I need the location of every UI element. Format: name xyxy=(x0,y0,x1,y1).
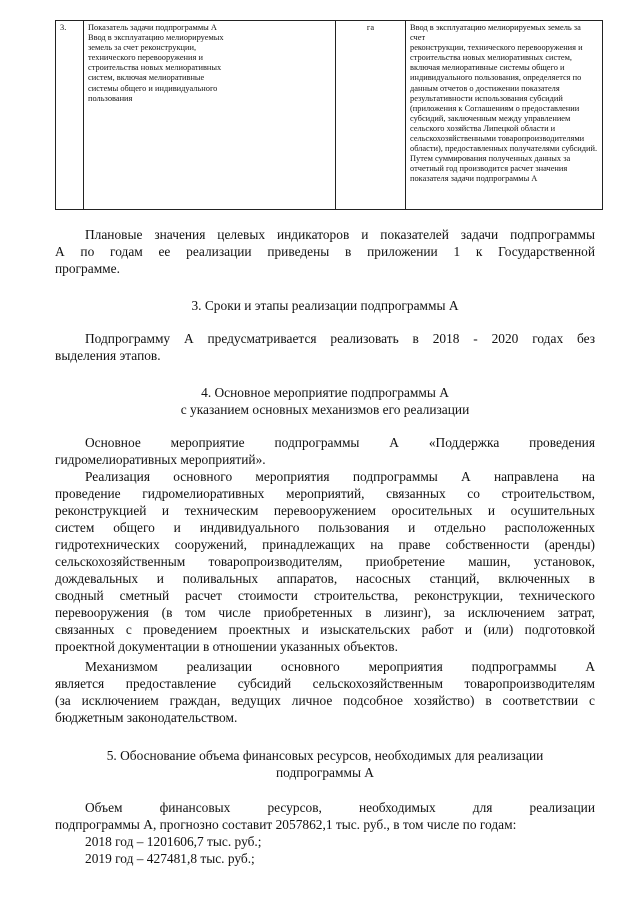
section-heading-4 xyxy=(55,384,595,418)
table-cell-unit xyxy=(336,21,406,209)
paragraph-financing xyxy=(55,799,595,833)
paragraph-implementation xyxy=(55,468,595,655)
text-line: бюджетным законодательством. xyxy=(55,710,238,725)
heading-line: с указанием основных механизмов его реализации xyxy=(180,402,470,417)
paragraph-mechanism xyxy=(55,658,595,726)
year-amount-2019: 2019 год – 427481,8 тыс. руб.; xyxy=(85,851,255,866)
text-line: перевооружения (в том числе приобретенных в лизинг), за исключением затрат, xyxy=(55,605,595,620)
text-line: систем общего и индивидуального пользования и отдельно расположенных xyxy=(55,520,595,535)
text-line: выделения этапов. xyxy=(55,348,161,363)
text-line: гидротехнических сооружений, принадлежащих на праве собственности (аренды) xyxy=(55,537,595,552)
calculation-method: Ввод в эксплуатацию мелиорируемых земель за счет реконструкции, технического перевооружения и строительства новых мелиоративных систем, включая мелиоративные системы общего и индивидуального пользования, определяется по данным отчетов о достижении показателя результативности использования субсидий (приложения к Соглашениям о предоставлении субсидий, заключенным между управлением сельского хозяйства Липецкой области и сельскохозяйственными товаропроизводителями области), предоставленных получателями субсидий. Путем суммирования полученных данных за отчетный год производится расчет значения показателя задачи подпрограммы А xyxy=(410,23,598,184)
financing-by-year-list xyxy=(55,833,595,867)
text-line: подпрограммы А, прогнозно составит 2057862,1 тыс. руб., в том числе по годам: xyxy=(55,817,517,832)
text-line: проектной документации в отношении указанных объектов. xyxy=(55,639,398,654)
row-number: 3. xyxy=(60,23,67,32)
section-heading-3 xyxy=(55,297,595,314)
text-line: Механизмом реализации основного мероприятия подпрограммы А xyxy=(85,659,595,674)
indicator-table xyxy=(55,20,603,210)
text-line: Основное мероприятие подпрограммы А «Поддержка проведения xyxy=(85,435,595,450)
text-line: является предоставление субсидий сельскохозяйственным товаропроизводителям xyxy=(55,676,595,691)
text-line: проведение гидромелиоративных мероприятий, связанных со строительством, xyxy=(55,486,595,501)
heading-line: 5. Обоснование объема финансовых ресурсов, необходимых для реализации xyxy=(106,748,544,763)
indicator-name: Показатель задачи подпрограммы А Ввод в эксплуатацию мелиорируемых земель за счет реконструкции, технического перевооружения и строительства новых мелиоративных систем, включая мелиоративные системы общего и индивидуального пользования xyxy=(88,23,224,103)
table-cell-method xyxy=(406,21,602,209)
text-line: связанных с проведением проектных и изыскательских работ и (или) подготовкой xyxy=(55,622,595,637)
text-line: Плановые значения целевых индикаторов и показателей задачи подпрограммы xyxy=(85,227,595,242)
table-cell-number xyxy=(56,21,84,209)
text-line: реконструкцией и техническим перевооружением оросительных и осушительных xyxy=(55,503,595,518)
text-line: Объем финансовых ресурсов, необходимых для реализации xyxy=(85,800,595,815)
paragraph-main-activity xyxy=(55,434,595,468)
text-line: А по годам ее реализации приведены в приложении 1 к Государственной xyxy=(55,244,595,259)
unit-of-measure: га xyxy=(366,23,375,32)
text-line: гидромелиоративных мероприятий». xyxy=(55,452,266,467)
text-line: Реализация основного мероприятия подпрограммы А направлена на xyxy=(85,469,595,484)
text-line: сельскохозяйственным товаропроизводителям, приобретение машин, установок, xyxy=(55,554,595,569)
text-line: сводный сметный расчет стоимости строительства, реконструкции, технического xyxy=(55,588,595,603)
text-line: Подпрограмму А предусматривается реализовать в 2018 - 2020 годах без xyxy=(85,331,595,346)
heading-line: 3. Сроки и этапы реализации подпрограммы А xyxy=(191,298,459,313)
text-line: программе. xyxy=(55,261,120,276)
table-cell-indicator xyxy=(84,21,336,209)
heading-line: 4. Основное мероприятие подпрограммы А xyxy=(201,385,449,400)
text-line: дождевальных и поливальных аппаратов, насосных станций, включенных в xyxy=(55,571,595,586)
paragraph-planned-values xyxy=(55,226,595,277)
heading-line: подпрограммы А xyxy=(276,765,374,780)
section-heading-5 xyxy=(55,747,595,781)
paragraph-terms xyxy=(55,330,595,364)
year-amount-2018: 2018 год – 1201606,7 тыс. руб.; xyxy=(85,834,262,849)
text-line: (за исключением граждан, ведущих личное подсобное хозяйство) в соответствии с xyxy=(55,693,595,708)
